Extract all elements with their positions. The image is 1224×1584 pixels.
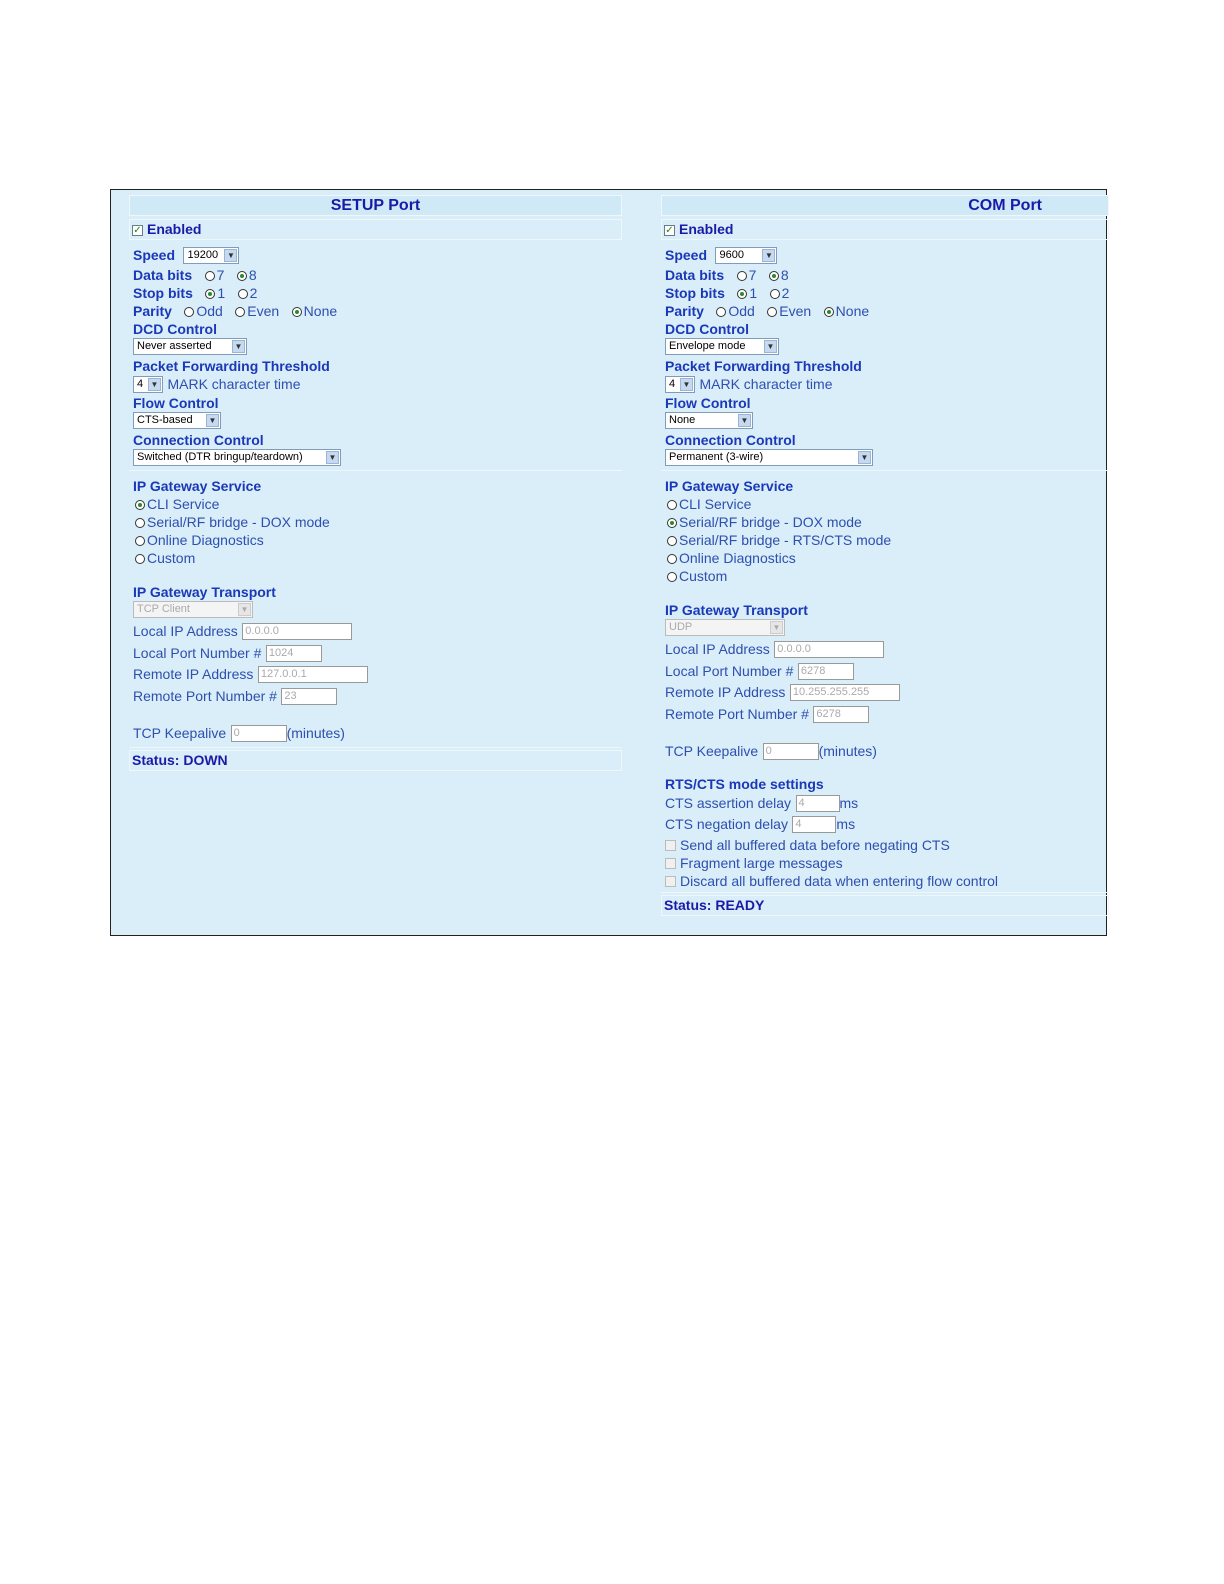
com-conn-select[interactable]: [665, 449, 873, 466]
setup-service-diag-radio[interactable]: [135, 536, 145, 546]
com-stopbits-label: Stop bits: [665, 285, 725, 301]
setup-stopbits-2-radio[interactable]: [238, 289, 248, 299]
port-settings-panel: [110, 189, 1107, 936]
chevron-down-icon: ▼: [764, 340, 777, 353]
setup-parity-odd-radio[interactable]: [184, 307, 194, 317]
com-speed-label: Speed: [665, 247, 708, 263]
setup-remote-ip-input[interactable]: 127.0.0.1: [258, 666, 368, 683]
setup-enabled-label: Enabled: [147, 221, 202, 237]
setup-transport-label: IP Gateway Transport: [133, 584, 276, 600]
setup-enabled-row[interactable]: [129, 219, 622, 240]
com-opt-fragment-label: Fragment large messages: [680, 854, 843, 871]
com-keepalive-input[interactable]: 0: [763, 743, 819, 760]
com-local-ip-input[interactable]: 0.0.0.0: [774, 641, 884, 658]
setup-service-custom-radio[interactable]: [135, 554, 145, 564]
com-serial-section: [661, 240, 1109, 471]
com-opt-fragment-checkbox[interactable]: [665, 858, 676, 869]
com-parity-none-radio[interactable]: [824, 307, 834, 317]
com-cts-negate-unit: ms: [836, 816, 856, 832]
com-databits-7-label: 7: [748, 267, 757, 283]
com-enabled-label: Enabled: [679, 221, 734, 237]
setup-conn-value: Switched (DTR bringup/teardown): [137, 451, 303, 464]
com-conn-label: Connection Control: [665, 432, 796, 448]
com-remote-ip-input[interactable]: 10.255.255.255: [790, 684, 900, 701]
com-dcd-value: Envelope mode: [669, 340, 746, 353]
setup-pft-value: 4: [137, 378, 144, 391]
setup-transport-select[interactable]: [133, 601, 253, 618]
setup-transport-value: TCP Client: [137, 603, 190, 616]
setup-remote-port-label: Remote Port Number #: [133, 687, 277, 704]
chevron-down-icon: ▼: [232, 340, 245, 353]
com-stopbits-2-label: 2: [781, 285, 790, 301]
setup-service-dox-radio[interactable]: [135, 518, 145, 528]
setup-databits-7-radio[interactable]: [205, 271, 215, 281]
setup-local-port-label: Local Port Number #: [133, 644, 262, 661]
com-stopbits-2-radio[interactable]: [770, 289, 780, 299]
setup-status: Status: DOWN: [129, 750, 622, 771]
setup-keepalive-input[interactable]: 0: [231, 725, 287, 742]
chevron-down-icon: ▼: [762, 249, 775, 262]
com-parity-none-label: None: [835, 303, 870, 319]
com-opt-discard-checkbox[interactable]: [665, 876, 676, 887]
com-parity-even-radio[interactable]: [767, 307, 777, 317]
com-flow-label: Flow Control: [665, 395, 751, 411]
chevron-down-icon: ▼: [148, 378, 161, 391]
com-speed-select[interactable]: [715, 247, 777, 264]
setup-keepalive-suffix: (minutes): [286, 725, 345, 741]
com-cts-assert-unit: ms: [839, 794, 859, 811]
com-port-column: [661, 195, 1109, 916]
com-cts-assert-input[interactable]: 4: [796, 795, 840, 812]
setup-enabled-checkbox[interactable]: ✓: [133, 224, 142, 236]
com-keepalive-label: TCP Keepalive: [665, 743, 759, 759]
com-local-port-label: Local Port Number #: [665, 662, 794, 679]
com-opt-discard-label: Discard all buffered data when entering flow control: [680, 872, 999, 889]
com-transport-select[interactable]: [665, 619, 785, 636]
setup-parity-none-label: None: [303, 303, 338, 319]
com-port-title: COM Port: [661, 195, 1109, 216]
com-enabled-checkbox[interactable]: ✓: [665, 224, 674, 236]
setup-conn-select[interactable]: [133, 449, 341, 466]
com-opt-send-label: Send all buffered data before negating CTS: [680, 836, 950, 853]
setup-databits-8-radio[interactable]: [237, 271, 247, 281]
com-local-ip-label: Local IP Address: [665, 641, 770, 657]
chevron-down-icon: ▼: [680, 378, 693, 391]
com-service-rtscts-label: Serial/RF bridge - RTS/CTS mode: [679, 532, 892, 548]
setup-parity-even-radio[interactable]: [235, 307, 245, 317]
com-databits-8-label: 8: [780, 267, 789, 283]
com-dcd-select[interactable]: [665, 338, 779, 355]
setup-flow-select[interactable]: [133, 412, 221, 429]
setup-speed-select[interactable]: [183, 247, 239, 264]
com-transport-value: UDP: [669, 621, 693, 634]
setup-local-port-input[interactable]: 1024: [266, 645, 322, 662]
com-databits-label: Data bits: [665, 267, 725, 283]
setup-service-diag-label: Online Diagnostics: [147, 532, 264, 548]
setup-remote-ip-label: Remote IP Address: [133, 666, 254, 682]
com-flow-select[interactable]: [665, 412, 753, 429]
com-ipgs-label: IP Gateway Service: [665, 478, 794, 494]
com-service-custom-radio[interactable]: [667, 572, 677, 582]
com-service-diag-label: Online Diagnostics: [679, 550, 796, 566]
setup-conn-label: Connection Control: [133, 432, 264, 448]
com-dcd-label: DCD Control: [665, 321, 749, 337]
setup-local-ip-label: Local IP Address: [133, 623, 238, 639]
setup-remote-port-input[interactable]: 23: [281, 688, 337, 705]
com-remote-port-input[interactable]: 6278: [813, 706, 869, 723]
com-local-port-input[interactable]: 6278: [798, 663, 854, 680]
com-flow-value: None: [669, 414, 696, 427]
com-databits-7-radio[interactable]: [737, 271, 747, 281]
com-parity-label: Parity: [665, 303, 704, 319]
com-speed-value: 9600: [719, 249, 744, 262]
setup-port-column: [129, 195, 622, 771]
setup-service-cli-radio[interactable]: [135, 500, 145, 510]
com-remote-port-label: Remote Port Number #: [665, 705, 809, 722]
setup-ip-section: [129, 471, 622, 748]
setup-flow-value: CTS-based: [137, 414, 193, 427]
chevron-down-icon: ▼: [224, 249, 237, 262]
com-cts-negate-label: CTS negation delay: [665, 816, 788, 832]
setup-databits-8-label: 8: [248, 267, 257, 283]
com-databits-8-radio[interactable]: [769, 271, 779, 281]
setup-pft-label: Packet Forwarding Threshold: [133, 358, 330, 374]
com-rts-label: RTS/CTS mode settings: [665, 775, 824, 792]
setup-ipgs-label: IP Gateway Service: [133, 478, 262, 494]
chevron-down-icon: ▼: [770, 621, 783, 634]
chevron-down-icon: ▼: [326, 451, 339, 464]
com-pft-select[interactable]: [665, 376, 695, 393]
com-transport-label: IP Gateway Transport: [665, 602, 808, 618]
setup-dcd-value: Never asserted: [137, 340, 212, 353]
com-parity-even-label: Even: [779, 303, 812, 319]
setup-databits-7-label: 7: [216, 267, 225, 283]
com-conn-value: Permanent (3-wire): [669, 451, 764, 464]
setup-dcd-label: DCD Control: [133, 321, 217, 337]
setup-stopbits-2-label: 2: [249, 285, 258, 301]
setup-service-cli-label: CLI Service: [147, 496, 220, 512]
setup-service-dox-label: Serial/RF bridge - DOX mode: [147, 514, 330, 530]
com-service-diag-radio[interactable]: [667, 554, 677, 564]
chevron-down-icon: ▼: [206, 414, 219, 427]
com-service-custom-label: Custom: [679, 568, 728, 584]
com-service-cli-label: CLI Service: [679, 496, 752, 512]
setup-parity-odd-label: Odd: [196, 303, 223, 319]
com-service-cli-radio[interactable]: [667, 500, 677, 510]
com-pft-value: 4: [669, 378, 676, 391]
com-service-dox-label: Serial/RF bridge - DOX mode: [679, 514, 862, 530]
com-parity-odd-label: Odd: [728, 303, 755, 319]
com-service-dox-radio[interactable]: [667, 518, 677, 528]
setup-parity-even-label: Even: [247, 303, 280, 319]
com-cts-assert-label: CTS assertion delay: [665, 794, 792, 811]
com-service-rtscts-radio[interactable]: [667, 536, 677, 546]
chevron-down-icon: ▼: [238, 603, 251, 616]
com-pft-suffix: MARK character time: [699, 376, 833, 392]
setup-parity-label: Parity: [133, 303, 172, 319]
com-remote-ip-label: Remote IP Address: [665, 684, 786, 700]
setup-local-ip-input[interactable]: 0.0.0.0: [242, 623, 352, 640]
com-cts-negate-input[interactable]: 4: [792, 816, 836, 833]
setup-pft-suffix: MARK character time: [167, 376, 301, 392]
setup-speed-value: 19200: [187, 249, 219, 262]
setup-dcd-select[interactable]: [133, 338, 247, 355]
setup-flow-label: Flow Control: [133, 395, 219, 411]
com-status: Status: READY: [661, 895, 1109, 916]
chevron-down-icon: ▼: [738, 414, 751, 427]
com-enabled-row[interactable]: [661, 219, 1109, 240]
com-parity-odd-radio[interactable]: [716, 307, 726, 317]
com-opt-send-checkbox[interactable]: [665, 840, 676, 851]
chevron-down-icon: ▼: [858, 451, 871, 464]
com-ip-section: [661, 471, 1109, 893]
setup-stopbits-1-radio[interactable]: [205, 289, 215, 299]
setup-databits-label: Data bits: [133, 267, 193, 283]
setup-serial-section: [129, 240, 622, 471]
com-stopbits-1-label: 1: [749, 285, 758, 301]
setup-keepalive-label: TCP Keepalive: [133, 725, 227, 741]
setup-parity-none-radio[interactable]: [292, 307, 302, 317]
setup-stopbits-1-label: 1: [217, 285, 226, 301]
setup-stopbits-label: Stop bits: [133, 285, 193, 301]
setup-service-custom-label: Custom: [147, 550, 196, 566]
com-pft-label: Packet Forwarding Threshold: [665, 358, 862, 374]
setup-pft-select[interactable]: [133, 376, 163, 393]
setup-port-title: SETUP Port: [129, 195, 622, 216]
setup-speed-label: Speed: [133, 247, 176, 263]
com-stopbits-1-radio[interactable]: [737, 289, 747, 299]
com-keepalive-suffix: (minutes): [818, 743, 877, 759]
